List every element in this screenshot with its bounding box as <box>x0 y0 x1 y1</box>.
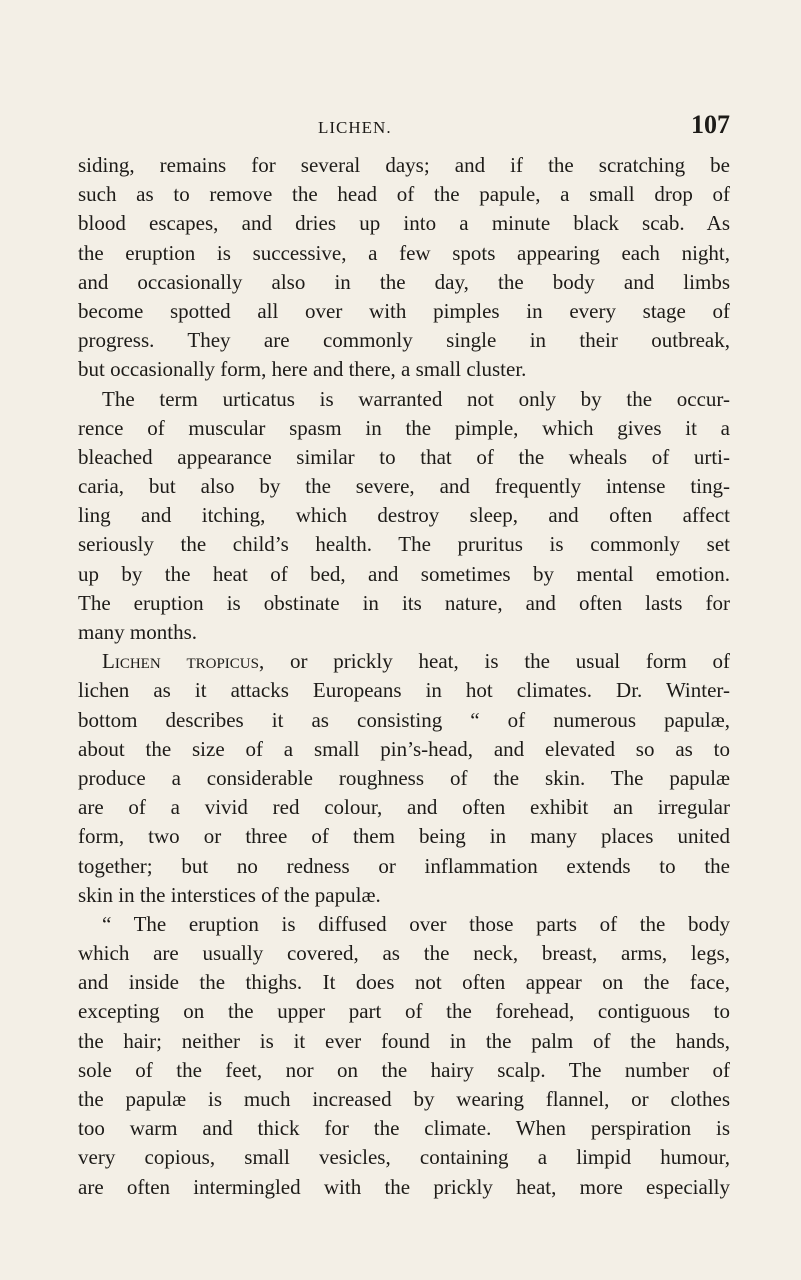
text-line: and inside the thighs. It does not often appear on the face, <box>78 970 730 995</box>
text-line: The term urticatus is warranted not only by the occur- <box>102 386 730 411</box>
text-line: bleached appearance similar to that of the wheals of urti- <box>78 444 730 469</box>
text-line: produce a considerable roughness of the skin. The papulæ <box>78 765 730 790</box>
text-line: are often intermingled with the prickly heat, more especially <box>78 1174 730 1199</box>
text-line: excepting on the upper part of the forehead, contiguous to <box>78 999 730 1024</box>
text-line: rence of muscular spasm in the pimple, which gives it a <box>78 415 730 440</box>
text-line: together; but no redness or inflammation extends to the <box>78 853 730 878</box>
text-line: form, two or three of them being in many places united <box>78 824 730 849</box>
text-line: blood escapes, and dries up into a minute black scab. As <box>78 211 730 236</box>
text-line: such as to remove the head of the papule, a small drop of <box>78 182 730 207</box>
text-line: bottom describes it as consisting “ of numerous papulæ, <box>78 707 730 732</box>
text-line: ling and itching, which destroy sleep, and often affect <box>78 503 730 528</box>
text-line: too warm and thick for the climate. When perspiration is <box>78 1116 730 1141</box>
page-number: 107 <box>691 110 730 139</box>
text-line: but occasionally form, here and there, a small cluster. <box>78 357 527 382</box>
text-line: skin in the interstices of the papulæ. <box>78 882 381 907</box>
text-line: “ The eruption is diffused over those parts of the body <box>102 911 730 936</box>
text-line: and occasionally also in the day, the body and limbs <box>78 269 730 294</box>
text-line: caria, but also by the severe, and frequently intense ting- <box>78 474 730 499</box>
text-line: are of a vivid red colour, and often exhibit an irregular <box>78 795 730 820</box>
text-line: which are usually covered, as the neck, breast, arms, legs, <box>78 941 730 966</box>
text-line: about the size of a small pin’s-head, and elevated so as to <box>78 736 730 761</box>
text-line: siding, remains for several days; and if the scratching be <box>78 153 730 177</box>
body-text <box>78 151 730 1202</box>
text-line: sole of the feet, nor on the hairy scalp. The number of <box>78 1057 730 1082</box>
text-line: up by the heat of bed, and sometimes by mental emotion. <box>78 561 730 586</box>
text-line: Lichen tropicus, or prickly heat, is the usual form of <box>102 649 730 674</box>
text-line: the hair; neither is it ever found in the palm of the hands, <box>78 1028 730 1053</box>
text-line: the eruption is successive, a few spots appearing each night, <box>78 240 730 265</box>
running-head <box>78 110 730 140</box>
text-line: lichen as it attacks Europeans in hot climates. Dr. Winter- <box>78 678 730 703</box>
text-line: many months. <box>78 620 197 644</box>
text-line: become spotted all over with pimples in every stage of <box>78 298 730 323</box>
text-line: progress. They are commonly single in their outbreak, <box>78 328 730 353</box>
text-line: the papulæ is much increased by wearing flannel, or clothes <box>78 1087 730 1111</box>
running-head-title: LICHEN. <box>318 118 392 137</box>
text-line: seriously the child’s health. The pruritus is commonly set <box>78 532 730 557</box>
text-line: very copious, small vesicles, containing a limpid humour, <box>78 1145 730 1170</box>
text-line: The eruption is obstinate in its nature, and often lasts for <box>78 590 730 615</box>
